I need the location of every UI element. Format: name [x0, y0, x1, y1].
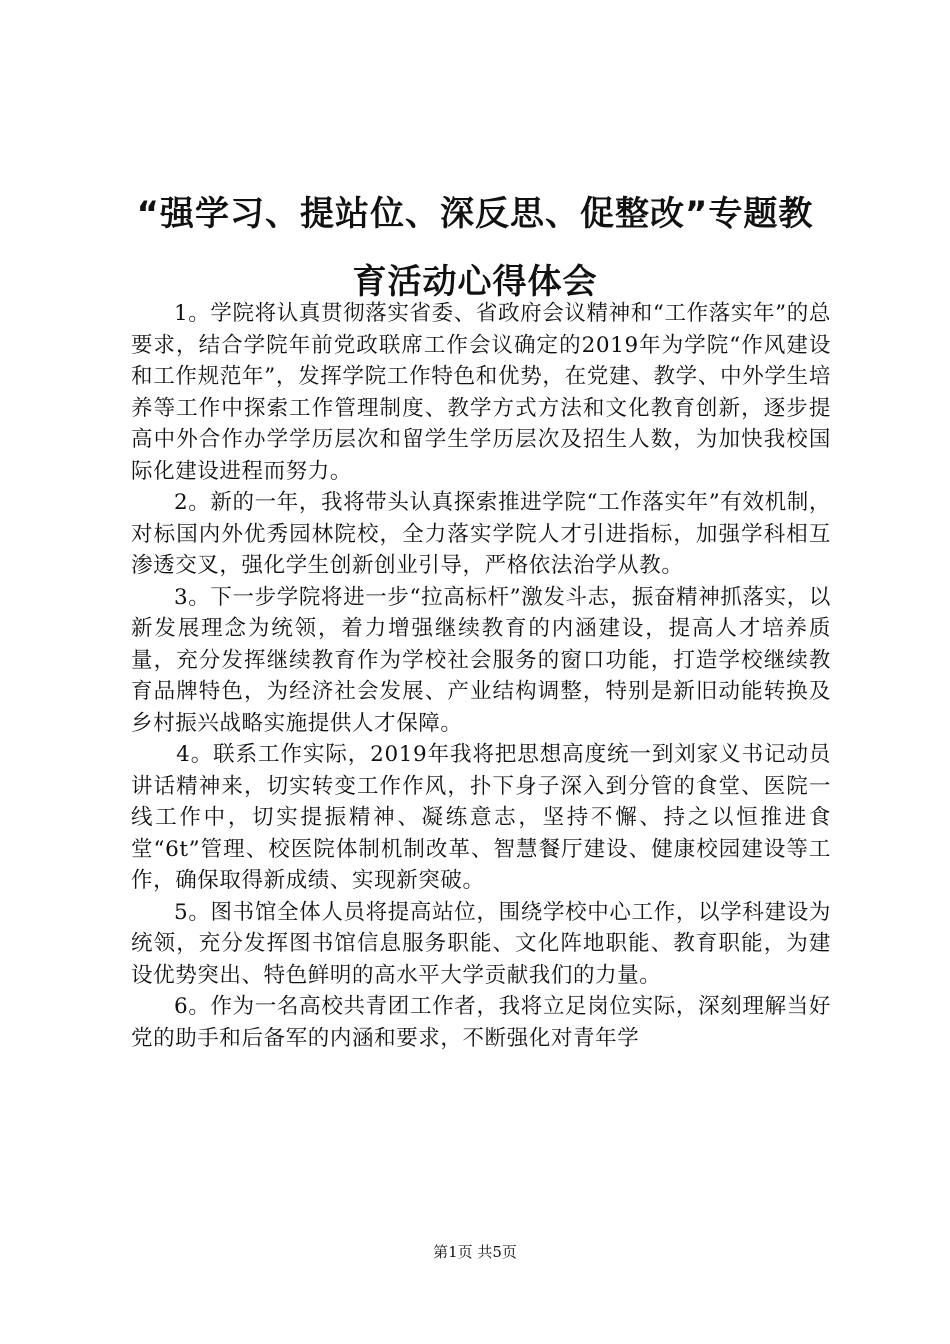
paragraph-5: 5。图书馆全体人员将提高站位，围绕学校中心工作，以学科建设为统领，充分发挥图书馆信息服务职能、文化阵地职能、教育职能，为建设优势突出、特色鲜明的高水平大学贡献我们的力量。 [131, 899, 831, 988]
paragraph-6: 6。作为一名高校共青团工作者，我将立足岗位实际，深刻理解当好党的助手和后备军的内涵和要求，不断强化对青年学 [131, 994, 831, 1051]
paragraph-1: 1。学院将认真贯彻落实省委、省政府会议精神和“工作落实年”的总要求，结合学院年前党政联席工作会议确定的2019年为学院“作风建设和工作规范年”，发挥学院工作特色和优势，在党建、教学、中外学生培养等工作中探索工作管理制度、教学方式方法和文化教育创新，逐步提高中外合作办学学历层次和留学生学历层次及招生人数，为加快我校国际化建设进程而努力。 [131, 301, 831, 484]
document-body [131, 298, 831, 1054]
page-footer: 第1页 共5页 [433, 1243, 517, 1261]
document-title: “强学习、提站位、深反思、促整改”专题教育活动心得体会 [136, 194, 814, 302]
paragraph-3: 3。下一步学院将进一步“拉高标杆”激发斗志，振奋精神抓落实，以新发展理念为统领，着力增强继续教育的内涵建设，提高人才培养质量，充分发挥继续教育作为学校社会服务的窗口功能，打造学校继续教育品牌特色，为经济社会发展、产业结构调整，特别是新旧动能转换及乡村振兴战略实施提供人才保障。 [131, 584, 831, 736]
paragraph-2: 2。新的一年，我将带头认真探索推进学院“工作落实年”有效机制，对标国内外优秀园林院校，全力落实学院人才引进指标，加强学科相互渗透交叉，强化学生创新创业引导，严格依法治学从教。 [131, 490, 831, 578]
paragraph-4: 4。联系工作实际，2019年我将把思想高度统一到刘家义书记动员讲话精神来，切实转变工作作风，扑下身子深入到分管的食堂、医院一线工作中，切实提振精神、凝练意志，坚持不懈、持之以恒推进食堂“6t”管理、校医院体制机制改革、智慧餐厅建设、健康校园建设等工作，确保取得新成绩、实现新突破。 [131, 742, 831, 893]
